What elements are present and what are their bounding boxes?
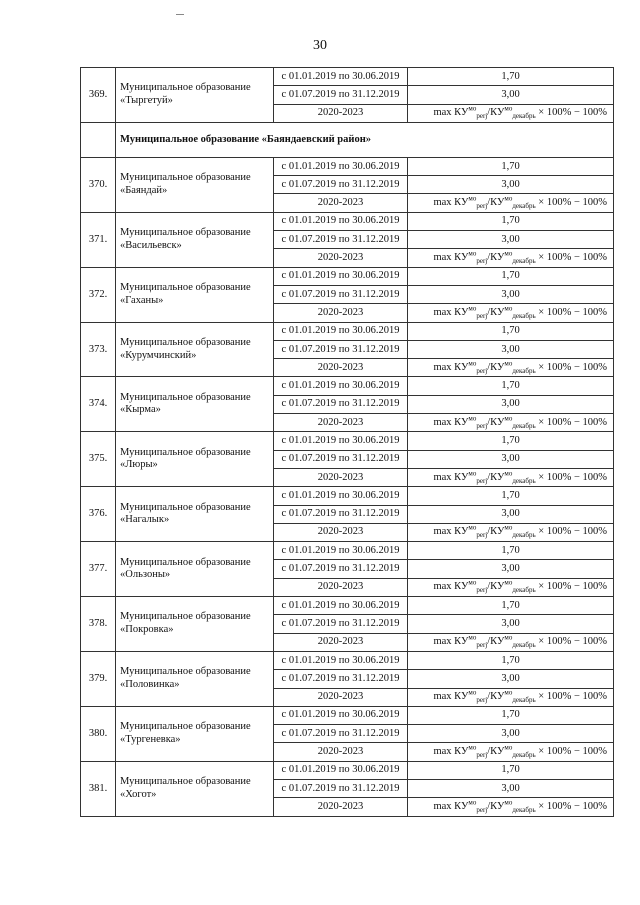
formula-sup-1: мо <box>468 194 477 203</box>
municipality-name: Муниципальное образование «Ользоны» <box>116 542 274 597</box>
row-number: 369. <box>81 68 116 123</box>
formula-sub-2: декабрь <box>512 531 536 540</box>
formula-mid: /КУ <box>487 361 505 373</box>
formula-cell <box>408 104 614 122</box>
formula-mid: /КУ <box>487 306 505 318</box>
formula-sup-1: мо <box>468 414 477 423</box>
municipality-name: Муниципальное образование «Баяндай» <box>116 157 274 212</box>
formula-prefix: max КУ <box>433 471 469 483</box>
coefficient-first-half: 1,70 <box>408 487 614 505</box>
formula-mid: /КУ <box>487 526 505 538</box>
formula-sup-2: мо <box>504 633 513 642</box>
formula-sub-1: perj <box>476 202 488 211</box>
table-row <box>81 68 614 86</box>
formula-sub-2: декабрь <box>512 421 536 430</box>
formula-sup-2: мо <box>504 104 513 113</box>
municipality-name: Муниципальное образование «Курумчинский» <box>116 322 274 377</box>
formula-sup-2: мо <box>504 688 513 697</box>
formula-sup-2: мо <box>504 194 513 203</box>
period-second-half: с 01.07.2019 по 31.12.2019 <box>274 779 408 797</box>
period-first-half: с 01.01.2019 по 30.06.2019 <box>274 542 408 560</box>
formula-suffix: × 100% − 100% <box>535 526 607 538</box>
formula-sub-1: perj <box>476 112 488 121</box>
formula-cell <box>408 743 614 761</box>
formula-mid: /КУ <box>487 416 505 428</box>
period-first-half: с 01.01.2019 по 30.06.2019 <box>274 706 408 724</box>
formula-mid: /КУ <box>487 800 505 812</box>
formula-mid: /КУ <box>487 746 505 758</box>
period-second-half: с 01.07.2019 по 31.12.2019 <box>274 395 408 413</box>
formula-sub-2: декабрь <box>512 696 536 705</box>
table-row <box>81 706 614 724</box>
formula-cell <box>408 578 614 596</box>
formula-sub-1: perj <box>476 806 488 815</box>
coefficient-second-half: 3,00 <box>408 670 614 688</box>
municipality-name: Муниципальное образование «Кырма» <box>116 377 274 432</box>
formula-sup-1: мо <box>468 578 477 587</box>
row-number: 380. <box>81 706 116 761</box>
coefficient-first-half: 1,70 <box>408 432 614 450</box>
period-second-half: с 01.07.2019 по 31.12.2019 <box>274 340 408 358</box>
row-number: 378. <box>81 597 116 652</box>
formula-sup-2: мо <box>504 414 513 423</box>
district-row <box>81 122 614 157</box>
formula-prefix: max КУ <box>433 581 469 593</box>
period-first-half: с 01.01.2019 по 30.06.2019 <box>274 597 408 615</box>
formula-prefix: max КУ <box>433 107 469 119</box>
coefficient-first-half: 1,70 <box>408 267 614 285</box>
formula-prefix: max КУ <box>433 361 469 373</box>
formula-mid: /КУ <box>487 636 505 648</box>
formula-sup-1: мо <box>468 249 477 258</box>
formula-sub-1: perj <box>476 257 488 266</box>
row-number: 379. <box>81 651 116 706</box>
municipality-name: Муниципальное образование «Нагалык» <box>116 487 274 542</box>
coefficient-first-half: 1,70 <box>408 597 614 615</box>
period-first-half: с 01.01.2019 по 30.06.2019 <box>274 651 408 669</box>
formula-suffix: × 100% − 100% <box>535 636 607 648</box>
formula-prefix: max КУ <box>433 252 469 264</box>
formula-sub-2: декабрь <box>512 202 536 211</box>
formula-sub-1: perj <box>476 751 488 760</box>
formula-suffix: × 100% − 100% <box>535 800 607 812</box>
page-number: 30 <box>313 38 327 53</box>
period-second-half: с 01.07.2019 по 31.12.2019 <box>274 86 408 104</box>
formula-suffix: × 100% − 100% <box>535 107 607 119</box>
table-row <box>81 542 614 560</box>
formula-sup-2: мо <box>504 798 513 807</box>
period-range: 2020-2023 <box>274 633 408 651</box>
row-number: 374. <box>81 377 116 432</box>
period-first-half: с 01.01.2019 по 30.06.2019 <box>274 487 408 505</box>
period-second-half: с 01.07.2019 по 31.12.2019 <box>274 505 408 523</box>
period-range: 2020-2023 <box>274 798 408 816</box>
formula-suffix: × 100% − 100% <box>535 746 607 758</box>
formula-sup-2: мо <box>504 249 513 258</box>
formula-suffix: × 100% − 100% <box>535 361 607 373</box>
coefficient-second-half: 3,00 <box>408 231 614 249</box>
formula-cell <box>408 633 614 651</box>
period-second-half: с 01.07.2019 по 31.12.2019 <box>274 615 408 633</box>
period-range: 2020-2023 <box>274 359 408 377</box>
formula-sup-2: мо <box>504 523 513 532</box>
formula-sup-1: мо <box>468 359 477 368</box>
municipality-name: Муниципальное образование «Тыргетуй» <box>116 68 274 123</box>
row-number: 373. <box>81 322 116 377</box>
period-first-half: с 01.01.2019 по 30.06.2019 <box>274 212 408 230</box>
period-range: 2020-2023 <box>274 104 408 122</box>
coefficient-second-half: 3,00 <box>408 779 614 797</box>
formula-mid: /КУ <box>487 107 505 119</box>
period-range: 2020-2023 <box>274 523 408 541</box>
formula-mid: /КУ <box>487 691 505 703</box>
period-second-half: с 01.07.2019 по 31.12.2019 <box>274 670 408 688</box>
formula-sub-1: perj <box>476 696 488 705</box>
table-row <box>81 267 614 285</box>
formula-cell <box>408 798 614 816</box>
coefficient-first-half: 1,70 <box>408 157 614 175</box>
formula-sub-2: декабрь <box>512 806 536 815</box>
row-number: 377. <box>81 542 116 597</box>
period-range: 2020-2023 <box>274 578 408 596</box>
formula-sub-2: декабрь <box>512 312 536 320</box>
period-second-half: с 01.07.2019 по 31.12.2019 <box>274 450 408 468</box>
coefficient-first-half: 1,70 <box>408 651 614 669</box>
formula-cell <box>408 523 614 541</box>
row-number: 372. <box>81 267 116 322</box>
table-row <box>81 761 614 779</box>
period-second-half: с 01.07.2019 по 31.12.2019 <box>274 725 408 743</box>
formula-cell <box>408 688 614 706</box>
municipality-name: Муниципальное образование «Гаханы» <box>116 267 274 322</box>
formula-prefix: max КУ <box>433 636 469 648</box>
formula-sup-1: мо <box>468 469 477 478</box>
formula-sup-1: мо <box>468 104 477 113</box>
coefficient-second-half: 3,00 <box>408 340 614 358</box>
period-range: 2020-2023 <box>274 194 408 212</box>
table-row <box>81 322 614 340</box>
formula-sup-1: мо <box>468 743 477 752</box>
period-first-half: с 01.01.2019 по 30.06.2019 <box>274 432 408 450</box>
formula-suffix: × 100% − 100% <box>535 252 607 264</box>
municipality-name: Муниципальное образование «Покровка» <box>116 597 274 652</box>
coefficient-second-half: 3,00 <box>408 560 614 578</box>
coefficient-first-half: 1,70 <box>408 377 614 395</box>
formula-mid: /КУ <box>487 197 505 209</box>
table-row <box>81 597 614 615</box>
period-range: 2020-2023 <box>274 688 408 706</box>
coefficient-second-half: 3,00 <box>408 285 614 303</box>
tariff-table-body <box>81 68 614 817</box>
scan-mark <box>176 14 184 15</box>
period-range: 2020-2023 <box>274 468 408 486</box>
formula-suffix: × 100% − 100% <box>535 471 607 483</box>
formula-sup-1: мо <box>468 798 477 807</box>
formula-cell <box>408 249 614 267</box>
row-number: 370. <box>81 157 116 212</box>
formula-cell <box>408 468 614 486</box>
table-row <box>81 432 614 450</box>
formula-sup-1: мо <box>468 633 477 642</box>
period-first-half: с 01.01.2019 по 30.06.2019 <box>274 377 408 395</box>
formula-suffix: × 100% − 100% <box>535 416 607 428</box>
formula-sub-2: декабрь <box>512 366 536 375</box>
formula-sub-1: perj <box>476 421 488 430</box>
district-spacer-cell <box>81 122 116 157</box>
coefficient-second-half: 3,00 <box>408 395 614 413</box>
table-row <box>81 377 614 395</box>
row-number: 375. <box>81 432 116 487</box>
formula-sub-2: декабрь <box>512 641 536 650</box>
coefficient-first-half: 1,70 <box>408 212 614 230</box>
period-range: 2020-2023 <box>274 249 408 267</box>
period-range: 2020-2023 <box>274 743 408 761</box>
period-second-half: с 01.07.2019 по 31.12.2019 <box>274 176 408 194</box>
formula-mid: /КУ <box>487 252 505 264</box>
formula-sub-1: perj <box>476 312 488 320</box>
formula-sub-1: perj <box>476 366 488 375</box>
period-second-half: с 01.07.2019 по 31.12.2019 <box>274 231 408 249</box>
row-number: 371. <box>81 212 116 267</box>
table-row <box>81 157 614 175</box>
table-row <box>81 212 614 230</box>
formula-suffix: × 100% − 100% <box>535 581 607 593</box>
period-range: 2020-2023 <box>274 414 408 432</box>
coefficient-first-half: 1,70 <box>408 761 614 779</box>
formula-prefix: max КУ <box>433 306 469 318</box>
formula-cell <box>408 414 614 432</box>
formula-sup-2: мо <box>504 578 513 587</box>
formula-sup-2: мо <box>504 359 513 368</box>
period-second-half: с 01.07.2019 по 31.12.2019 <box>274 285 408 303</box>
coefficient-second-half: 3,00 <box>408 725 614 743</box>
formula-mid: /КУ <box>487 581 505 593</box>
formula-cell <box>408 304 614 322</box>
municipality-name: Муниципальное образование «Хогот» <box>116 761 274 816</box>
formula-sup-2: мо <box>504 743 513 752</box>
period-first-half: с 01.01.2019 по 30.06.2019 <box>274 761 408 779</box>
formula-prefix: max КУ <box>433 800 469 812</box>
period-first-half: с 01.01.2019 по 30.06.2019 <box>274 322 408 340</box>
tariff-table <box>80 67 614 817</box>
formula-sub-2: декабрь <box>512 257 536 266</box>
formula-prefix: max КУ <box>433 691 469 703</box>
municipality-name: Муниципальное образование «Тургеневка» <box>116 706 274 761</box>
period-second-half: с 01.07.2019 по 31.12.2019 <box>274 560 408 578</box>
formula-prefix: max КУ <box>433 526 469 538</box>
formula-prefix: max КУ <box>433 746 469 758</box>
formula-sup-2: мо <box>504 304 513 313</box>
row-number: 376. <box>81 487 116 542</box>
period-first-half: с 01.01.2019 по 30.06.2019 <box>274 267 408 285</box>
formula-sup-1: мо <box>468 304 477 313</box>
municipality-name: Муниципальное образование «Васильевск» <box>116 212 274 267</box>
period-first-half: с 01.01.2019 по 30.06.2019 <box>274 157 408 175</box>
municipality-name: Муниципальное образование «Половинка» <box>116 651 274 706</box>
formula-sub-2: декабрь <box>512 112 536 121</box>
coefficient-first-half: 1,70 <box>408 706 614 724</box>
formula-sub-1: perj <box>476 586 488 595</box>
formula-mid: /КУ <box>487 471 505 483</box>
formula-sup-2: мо <box>504 469 513 478</box>
municipality-name: Муниципальное образование «Люры» <box>116 432 274 487</box>
formula-sub-2: декабрь <box>512 476 536 485</box>
coefficient-first-half: 1,70 <box>408 322 614 340</box>
district-heading: Муниципальное образование «Баяндаевский район» <box>116 122 614 157</box>
period-first-half: с 01.01.2019 по 30.06.2019 <box>274 68 408 86</box>
formula-cell <box>408 359 614 377</box>
formula-suffix: × 100% − 100% <box>535 197 607 209</box>
table-row <box>81 487 614 505</box>
table-row <box>81 651 614 669</box>
formula-sub-1: perj <box>476 476 488 485</box>
formula-sub-2: декабрь <box>512 751 536 760</box>
coefficient-second-half: 3,00 <box>408 505 614 523</box>
row-number: 381. <box>81 761 116 816</box>
formula-prefix: max КУ <box>433 197 469 209</box>
formula-suffix: × 100% − 100% <box>535 691 607 703</box>
formula-sup-1: мо <box>468 523 477 532</box>
coefficient-second-half: 3,00 <box>408 450 614 468</box>
formula-prefix: max КУ <box>433 416 469 428</box>
coefficient-second-half: 3,00 <box>408 176 614 194</box>
coefficient-first-half: 1,70 <box>408 542 614 560</box>
formula-sub-1: perj <box>476 641 488 650</box>
coefficient-first-half: 1,70 <box>408 68 614 86</box>
formula-cell <box>408 194 614 212</box>
formula-sub-2: декабрь <box>512 586 536 595</box>
formula-sub-1: perj <box>476 531 488 540</box>
coefficient-second-half: 3,00 <box>408 615 614 633</box>
formula-suffix: × 100% − 100% <box>535 306 607 318</box>
period-range: 2020-2023 <box>274 304 408 322</box>
coefficient-second-half: 3,00 <box>408 86 614 104</box>
formula-sup-1: мо <box>468 688 477 697</box>
